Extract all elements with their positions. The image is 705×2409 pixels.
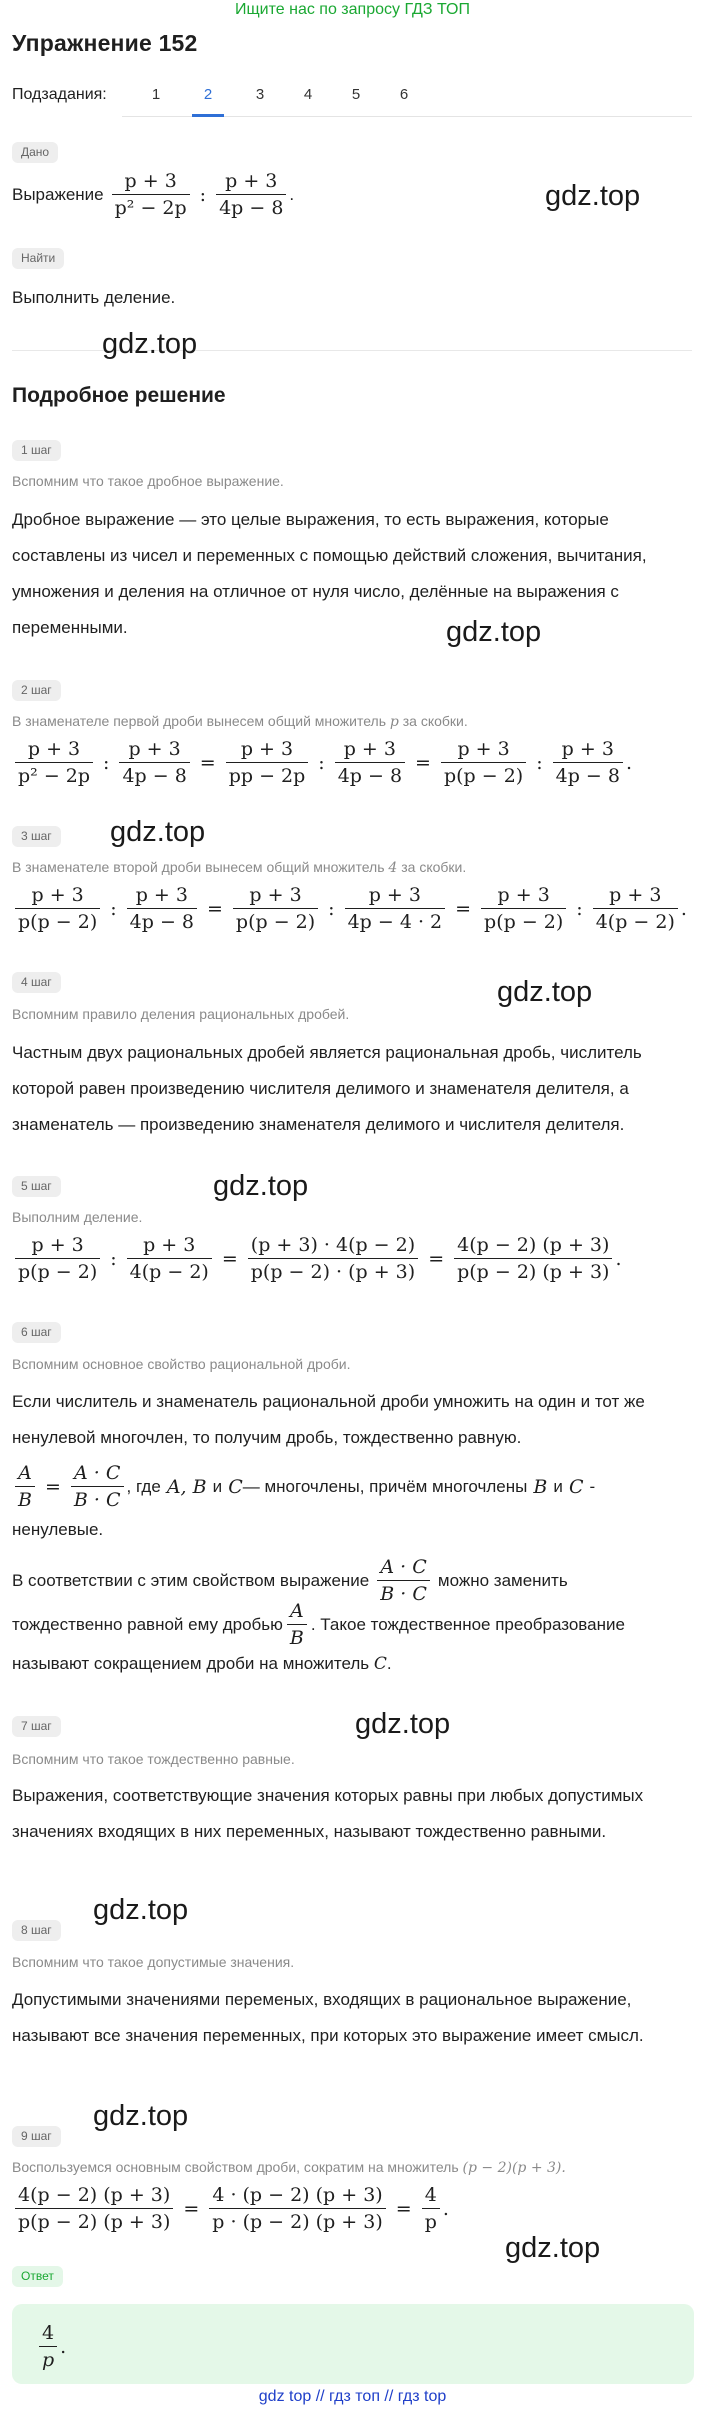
watermark: gdz.top xyxy=(505,2232,601,2264)
step-6-text-3: тождественно равной ему дробью $\frac{A}{B}$ . Такое тождественное преобразование xyxy=(12,1600,625,1649)
given-fraction-2: $\frac{p + 3}{4p - 8}$ xyxy=(216,170,286,219)
step-7-hint: Вспомним что такое тождественно равные. xyxy=(12,1751,295,1767)
answer-expression: $\frac{4}{p}$ . xyxy=(36,2322,66,2371)
step-5-hint: Выполним деление. xyxy=(12,1209,143,1225)
find-text: Выполнить деление. xyxy=(12,288,176,307)
step-6-text-4: называют сокращением дроби на множитель C. xyxy=(12,1654,392,1674)
step-6-hint: Вспомним основное свойство рациональной дроби. xyxy=(12,1356,351,1372)
page-title: Упражнение 152 xyxy=(12,30,198,56)
step-8-hint: Вспомним что такое допустимые значения. xyxy=(12,1954,295,1970)
watermark: gdz.top xyxy=(93,2100,189,2132)
step-6-property: $\frac{A}{B}$ = $\frac{A \cdot C}{B \cdot C}$ , где A, B и C — многочлены, причём многочлены B и C - xyxy=(12,1462,595,1511)
tab-2[interactable]: 2 xyxy=(203,86,213,103)
step-2-pill: 2 шаг xyxy=(12,680,61,701)
watermark: gdz.top xyxy=(497,976,593,1008)
watermark: gdz.top xyxy=(110,816,206,848)
step-9-hint: Воспользуемся основным свойством дроби, сократим на множитель (p − 2)(p + 3). xyxy=(12,2159,566,2176)
step-6-nonzero: ненулевые. xyxy=(12,1520,104,1539)
step-1-hint: Вспомним что такое дробное выражение. xyxy=(12,473,284,489)
step-8-pill: 8 шаг xyxy=(12,1920,61,1941)
given-fraction-1: $\frac{p + 3}{\text{p² − 2p}}$ xyxy=(112,170,190,219)
step-3-pill: 3 шаг xyxy=(12,826,61,847)
solution-title: Подробное решение xyxy=(12,384,226,407)
step-3-hint: В знаменателе второй дроби вынесем общий множитель 4 за скобки. xyxy=(12,859,467,876)
step-4-hint: Вспомним правило деления рациональных дробей. xyxy=(12,1006,350,1022)
step-7-pill: 7 шаг xyxy=(12,1716,61,1737)
top-banner[interactable]: Ищите нас по запросу ГДЗ ТОП xyxy=(235,1,470,18)
watermark: gdz.top xyxy=(446,616,542,648)
watermark: gdz.top xyxy=(355,1708,451,1740)
watermark: gdz.top xyxy=(93,1894,189,1926)
answer-box xyxy=(12,2304,694,2384)
subtasks-label: Подзадания: xyxy=(12,86,107,103)
find-pill: Найти xyxy=(12,248,64,269)
step-8-text: Допустимыми значениями переменых, входящих в рациональное выражение, называют все значения переменных, при которых это выражение имеет смысл. xyxy=(12,1990,644,2045)
step-9-equation: $\frac{4(p - 2) (p + 3)}{p(p - 2) (p + 3)}$ = $\frac{4 \cdot (p - 2) (p + 3)}{p \cdot (p - 2) (p + 3)}$ = $\frac{4}{p}$ . xyxy=(12,2184,449,2233)
watermark: gdz.top xyxy=(213,1170,309,1202)
step-6-text-2: В соответствии с этим свойством выражение $\frac{A \cdot C}{B \cdot C}$ можно заменить xyxy=(12,1556,568,1605)
step-5-equation: $\frac{p + 3}{p(p - 2)}$ : $\frac{p + 3}{4(p - 2)}$ = $\frac{(p + 3) \cdot 4(p - 2)}{p(p - 2) \cdot (p + 3)}$ = $\frac{4(p - 2) (p + 3)}{p(p - 2) (p + 3)}$ . xyxy=(12,1234,622,1283)
step-1-pill: 1 шаг xyxy=(12,440,61,461)
watermark: gdz.top xyxy=(102,328,198,360)
given-prefix: Выражение xyxy=(12,184,104,204)
step-1-text: Дробное выражение — это целые выражения, то есть выражения, которые составлены из чисел и переменных с помощью действий сложения, вычитания, умножения и деления на отличное от нуля число, делённые на выражения с переменными. xyxy=(12,510,647,637)
step-4-text: Частным двух рациональных дробей является рациональная дробь, числитель которой равен произведению числителя делимого и знаменателя делителя, а знаменатель — произведению знаменателя делимого и числителя делителя. xyxy=(12,1043,642,1134)
step-2-hint: В знаменателе первой дроби вынесем общий множитель p за скобки. xyxy=(12,713,468,730)
step-5-pill: 5 шаг xyxy=(12,1176,61,1197)
footer-links[interactable]: gdz top // гдз топ // гдз top xyxy=(258,2388,447,2405)
step-7-text: Выражения, соответствующие значения которых равны при любых допустимых значениях входящих в них переменных, называют тождественно равными. xyxy=(12,1786,644,1841)
step-2-equation: $\frac{p + 3}{\text{p² − 2p}}$ : $\frac{p + 3}{4p - 8}$ = $\frac{p + 3}{pp - 2p}$ : $\frac{p + 3}{4p - 8}$ = $\frac{p + 3}{p(p - 2)}$ : $\frac{p + 3}{4p - 8}$ . xyxy=(12,738,632,787)
tab-5[interactable]: 5 xyxy=(351,86,361,103)
step-3-equation: $\frac{p + 3}{p(p - 2)}$ : $\frac{p + 3}{4p - 8}$ = $\frac{p + 3}{p(p - 2)}$ : $\frac{p + 3}{4p - 4 \cdot 2}$ = $\frac{p + 3}{p(p - 2)}$ : $\frac{p + 3}{4(p - 2)}$ . xyxy=(12,884,687,933)
step-6-pill: 6 шаг xyxy=(12,1322,61,1343)
tab-4[interactable]: 4 xyxy=(303,86,313,103)
active-tab-indicator xyxy=(192,114,224,117)
subtasks-nav xyxy=(12,78,692,112)
tab-3[interactable]: 3 xyxy=(255,86,265,103)
tab-1[interactable]: 1 xyxy=(151,86,161,103)
given-pill: Дано xyxy=(12,142,58,163)
step-6-text-1: Если числитель и знаменатель рациональной дроби умножить на один и тот же ненулевой многочлен, то получим дробь, тождественно равную. xyxy=(12,1392,645,1447)
tab-6[interactable]: 6 xyxy=(399,86,409,103)
given-expression: Выражение $\frac{p + 3}{\text{p² − 2p}}$ : $\frac{p + 3}{4p - 8}$ . xyxy=(12,170,295,219)
step-9-pill: 9 шаг xyxy=(12,2126,61,2147)
watermark: gdz.top xyxy=(545,180,641,212)
step-4-pill: 4 шаг xyxy=(12,972,61,993)
answer-pill: Ответ xyxy=(12,2266,63,2287)
